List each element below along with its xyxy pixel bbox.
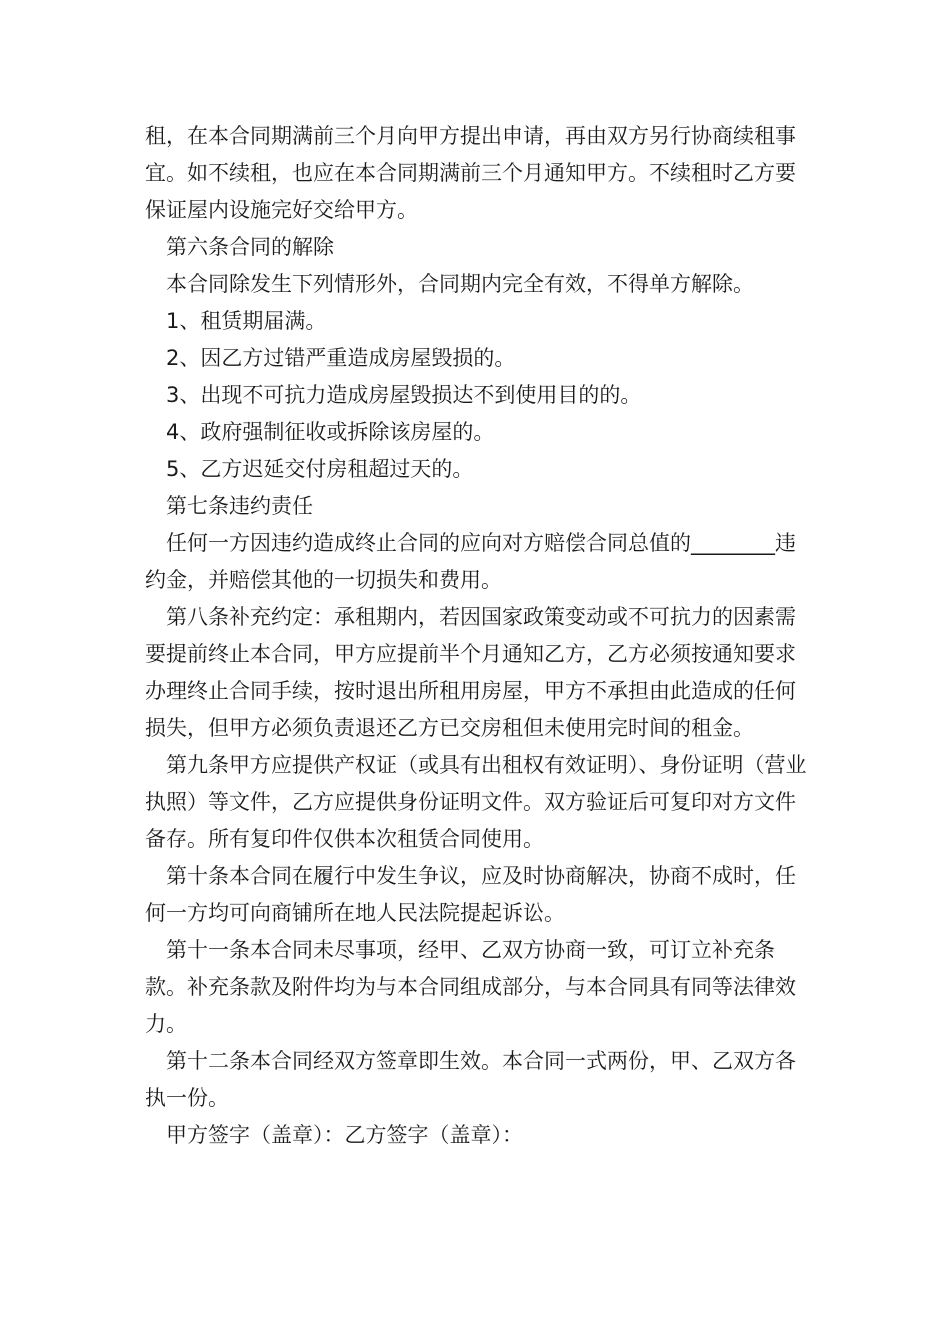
heading-article-7: 第七条违约责任 xyxy=(166,494,313,518)
paragraph-article-11: 第十一条本合同未尽事项，经甲、乙双方协商一致，可订立补充条款。补充条款及附件均为与本合同组成部分，与本合同具有同等法律效力。 xyxy=(145,938,796,1036)
paragraph-article-8: 第八条补充约定：承租期内，若因国家政策变动或不可抗力的因素需要提前终止本合同，甲方应提前半个月通知乙方，乙方必须按通知要求办理终止合同手续，按时退出所租用房屋，甲方不承担由此造成的任何损失，但甲方必须负责退还乙方已交房租但未使用完时间的租金。 xyxy=(145,605,796,740)
paragraph-renewal: 租，在本合同期满前三个月向甲方提出申请，再由双方另行协商续租事宜。如不续租，也应在本合同期满前三个月通知甲方。不续租时乙方要保证屋内设施完好交给甲方。 xyxy=(145,124,796,222)
list-item-5: 5、乙方迟延交付房租超过天的。 xyxy=(166,457,474,481)
paragraph-article-10: 第十条本合同在履行中发生争议，应及时协商解决，协商不成时，任何一方均可向商铺所在地人民法院提起诉讼。 xyxy=(145,864,796,925)
paragraph-article-12: 第十二条本合同经双方签章即生效。本合同一式两份，甲、乙双方各执一份。 xyxy=(145,1049,796,1110)
list-item-4: 4、政府强制征收或拆除该房屋的。 xyxy=(166,420,495,444)
list-item-3: 3、出现不可抗力造成房屋毁损达不到使用目的的。 xyxy=(166,383,642,407)
list-item-1: 1、租赁期届满。 xyxy=(166,309,327,333)
heading-article-6: 第六条合同的解除 xyxy=(166,235,334,259)
paragraph-termination-intro: 本合同除发生下列情形外，合同期内完全有效，不得单方解除。 xyxy=(166,272,754,296)
paragraph-breach: 任何一方因违约造成终止合同的应向对方赔偿合同总值的________违约金，并赔偿其他的一切损失和费用。 xyxy=(145,531,796,592)
list-item-2: 2、因乙方过错严重造成房屋毁损的。 xyxy=(166,346,516,370)
document-body xyxy=(145,118,815,1154)
signature-line: 甲方签字（盖章）：乙方签字（盖章）： xyxy=(166,1123,523,1147)
paragraph-article-9: 第九条甲方应提供产权证（或具有出租权有效证明）、身份证明（营业执照）等文件，乙方应提供身份证明文件。双方验证后可复印对方文件备存。所有复印件仅供本次租赁合同使用。 xyxy=(145,753,807,851)
